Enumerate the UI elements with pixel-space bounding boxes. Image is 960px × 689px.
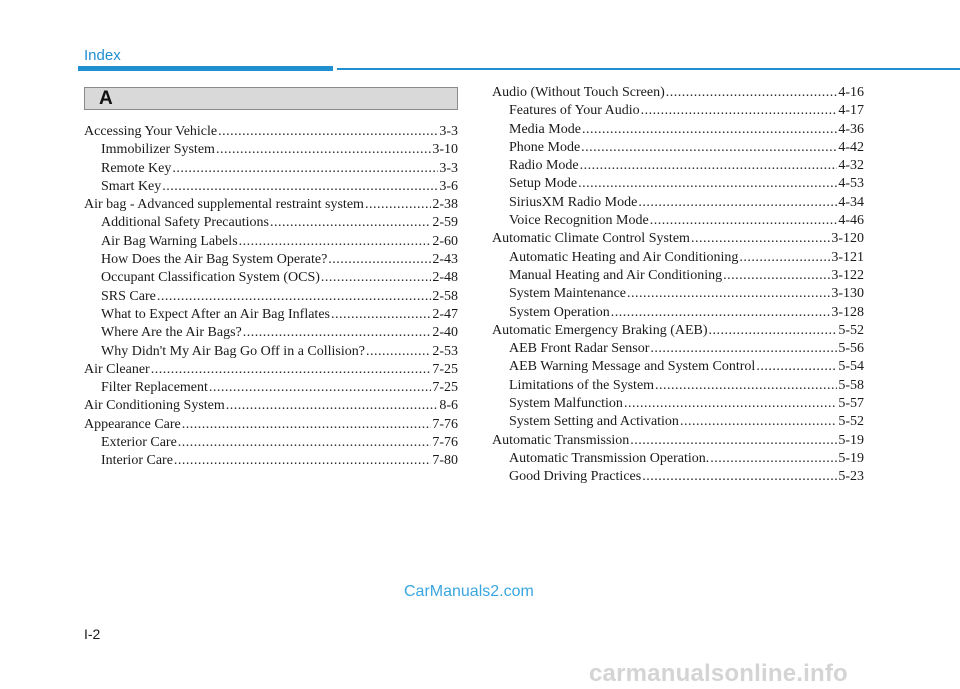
index-entry-text: Automatic Transmission <box>492 432 630 448</box>
index-entry-text: SiriusXM Radio Mode <box>509 194 638 210</box>
index-entry-page: 4-42 <box>838 139 864 155</box>
index-entry[interactable] <box>84 269 458 287</box>
dot-leader <box>666 84 838 102</box>
index-entry[interactable] <box>492 322 864 340</box>
index-entry-text: Automatic Emergency Braking (AEB) <box>492 322 708 338</box>
index-entry-page: 7-76 <box>432 416 458 432</box>
index-entry[interactable] <box>492 212 864 230</box>
index-entry-page: 5-19 <box>838 450 864 466</box>
index-entry-page: 4-34 <box>838 194 864 210</box>
index-entry-text: Exterior Care <box>101 435 177 451</box>
index-entry-page: 5-54 <box>838 359 864 375</box>
index-entry[interactable] <box>492 194 864 212</box>
index-entry[interactable] <box>492 377 864 395</box>
index-entry-text: Where Are the Air Bags? <box>101 325 242 341</box>
index-entry[interactable] <box>84 288 458 306</box>
index-entry[interactable] <box>84 416 458 434</box>
index-entry-page: 3-121 <box>831 249 864 265</box>
dot-leader <box>630 432 837 450</box>
index-entry[interactable] <box>84 214 458 232</box>
index-entry[interactable] <box>492 121 864 139</box>
dot-leader <box>178 434 432 452</box>
index-entry-page: 2-59 <box>432 215 458 231</box>
dot-leader <box>650 340 837 358</box>
index-entry-page: 4-53 <box>838 176 864 192</box>
index-entry-page: 2-58 <box>432 288 458 304</box>
index-entry[interactable] <box>84 452 458 470</box>
index-entry-text: Air bag - Advanced supplemental restraint system <box>84 197 364 213</box>
dot-leader <box>174 452 431 470</box>
index-entry[interactable] <box>84 379 458 397</box>
index-entry-page: 3-128 <box>831 304 864 320</box>
dot-leader <box>655 377 837 395</box>
index-entry[interactable] <box>492 230 864 248</box>
index-entry-page: 4-46 <box>838 213 864 229</box>
index-column-left <box>84 123 458 471</box>
dot-leader <box>650 212 838 230</box>
index-entry[interactable] <box>84 141 458 159</box>
index-entry-page: 3-130 <box>831 286 864 302</box>
index-entry-page: 7-25 <box>432 361 458 377</box>
index-entry-page: 5-57 <box>838 396 864 412</box>
index-entry[interactable] <box>84 196 458 214</box>
dot-leader <box>581 139 837 157</box>
dot-leader <box>641 102 838 120</box>
section-letter-bar <box>84 87 458 110</box>
index-entry[interactable] <box>84 178 458 196</box>
section-letter: A <box>99 88 113 109</box>
index-entry[interactable] <box>84 397 458 415</box>
index-entry-page: 2-48 <box>432 270 458 286</box>
index-entry-page: 3-3 <box>439 160 458 176</box>
index-entry-page: 5-19 <box>838 432 864 448</box>
watermark-carmanualsonline[interactable]: carmanualsonline.info <box>589 660 848 687</box>
index-entry[interactable] <box>492 358 864 376</box>
index-entry[interactable] <box>492 139 864 157</box>
index-entry-page: 7-80 <box>432 453 458 469</box>
index-entry[interactable] <box>492 157 864 175</box>
watermark-carmanuals2[interactable]: CarManuals2.com <box>404 583 534 600</box>
page-header-title: Index <box>84 47 121 64</box>
index-entry-text: Appearance Care <box>84 416 181 432</box>
dot-leader <box>239 233 432 251</box>
index-entry-text: Voice Recognition Mode <box>509 213 649 229</box>
dot-leader <box>216 141 431 159</box>
index-entry[interactable] <box>84 324 458 342</box>
header-rule-thick <box>78 66 333 71</box>
index-entry[interactable] <box>492 102 864 120</box>
index-entry-text: Additional Safety Precautions <box>101 215 269 231</box>
index-entry[interactable] <box>492 249 864 267</box>
index-column-right <box>492 84 864 487</box>
index-entry-text: Air Conditioning System <box>84 398 225 414</box>
index-entry-text: Air Cleaner <box>84 361 150 377</box>
index-entry-page: 2-60 <box>432 233 458 249</box>
index-entry-page: 5-52 <box>838 322 864 338</box>
dot-leader <box>331 306 431 324</box>
index-entry[interactable] <box>492 84 864 102</box>
index-entry-page: 8-6 <box>439 398 458 414</box>
index-entry-text: Audio (Without Touch Screen) <box>492 85 665 100</box>
dot-leader <box>611 304 831 322</box>
index-entry[interactable] <box>84 361 458 379</box>
dot-leader <box>162 178 438 196</box>
index-entry-text: Air Bag Warning Labels <box>101 233 238 249</box>
dot-leader <box>756 358 837 376</box>
index-entry-page: 7-76 <box>432 435 458 451</box>
dot-leader <box>739 249 830 267</box>
index-entry-page: 5-52 <box>838 414 864 430</box>
index-entry-page: 4-36 <box>838 121 864 137</box>
dot-leader <box>627 285 830 303</box>
dot-leader <box>642 468 837 486</box>
index-entry-page: 2-43 <box>432 252 458 268</box>
index-entry-page: 4-17 <box>838 103 864 119</box>
index-entry[interactable] <box>492 340 864 358</box>
index-entry[interactable] <box>492 413 864 431</box>
dot-leader <box>638 194 837 212</box>
index-entry[interactable] <box>84 306 458 324</box>
index-entry-text: What to Expect After an Air Bag Inflates <box>101 306 330 322</box>
index-entry-page: 5-56 <box>838 341 864 357</box>
dot-leader <box>723 267 830 285</box>
index-entry-page: 3-122 <box>831 267 864 283</box>
dot-leader <box>366 343 431 361</box>
index-entry-text: How Does the Air Bag System Operate? <box>101 252 328 268</box>
dot-leader <box>680 413 837 431</box>
index-entry-page: 2-38 <box>432 197 458 213</box>
index-entry[interactable] <box>84 343 458 361</box>
index-entry-text: Manual Heating and Air Conditioning <box>509 267 723 283</box>
index-entry-text: Occupant Classification System (OCS) <box>101 270 320 286</box>
index-entry-text: Automatic Transmission Operation. <box>509 450 710 466</box>
dot-leader <box>218 123 438 141</box>
index-entry-text: Media Mode <box>509 121 581 137</box>
index-entry-text: SRS Care <box>101 288 156 304</box>
dot-leader <box>226 397 439 415</box>
dot-leader <box>243 324 432 342</box>
index-entry-page: 3-3 <box>439 124 458 139</box>
dot-leader <box>365 196 431 214</box>
index-entry-page: 3-10 <box>432 142 458 158</box>
index-entry[interactable] <box>84 251 458 269</box>
index-entry-text: Smart Key <box>101 178 162 194</box>
index-entry-text: System Maintenance <box>509 286 627 302</box>
dot-leader <box>582 121 837 139</box>
index-entry-page: 5-23 <box>838 469 864 485</box>
index-entry-text: Limitations of the System <box>509 377 655 393</box>
index-entry-text: AEB Front Radar Sensor <box>509 341 650 357</box>
index-entry[interactable] <box>84 434 458 452</box>
index-entry-text: Accessing Your Vehicle <box>84 124 218 139</box>
page-number: I-2 <box>84 626 101 642</box>
index-entry-page: 3-6 <box>439 178 458 194</box>
dot-leader <box>580 157 838 175</box>
index-entry[interactable] <box>84 160 458 178</box>
dot-leader <box>709 322 838 340</box>
index-entry-text: System Setting and Activation <box>509 414 679 430</box>
dot-leader <box>691 230 830 248</box>
dot-leader <box>270 214 431 232</box>
index-entry-text: Filter Replacement <box>101 380 208 396</box>
dot-leader <box>321 269 431 287</box>
index-entry-page: 5-58 <box>838 377 864 393</box>
index-entry-page: 3-120 <box>831 231 864 247</box>
index-entry[interactable] <box>492 285 864 303</box>
index-entry[interactable] <box>492 267 864 285</box>
index-entry-page: 2-47 <box>432 306 458 322</box>
index-entry-page: 7-25 <box>432 380 458 396</box>
index-entry[interactable] <box>84 123 458 141</box>
dot-leader <box>172 160 438 178</box>
index-entry-text: Phone Mode <box>509 139 581 155</box>
index-entry-page: 4-16 <box>838 85 864 100</box>
index-entry-text: AEB Warning Message and System Control <box>509 359 756 375</box>
header-rule-thin <box>337 68 960 70</box>
index-entry-text: Setup Mode <box>509 176 578 192</box>
dot-leader <box>151 361 432 379</box>
index-entry[interactable] <box>492 175 864 193</box>
index-entry-page: 4-32 <box>838 158 864 174</box>
index-entry-text: Features of Your Audio <box>509 103 640 119</box>
dot-leader <box>624 395 837 413</box>
dot-leader <box>157 288 431 306</box>
index-entry-text: Immobilizer System <box>101 142 215 158</box>
dot-leader <box>578 175 837 193</box>
dot-leader <box>182 416 432 434</box>
index-entry-text: Automatic Heating and Air Conditioning <box>509 249 739 265</box>
dot-leader <box>328 251 431 269</box>
index-entry[interactable] <box>84 233 458 251</box>
index-entry[interactable] <box>492 450 864 468</box>
index-entry-text: Remote Key <box>101 160 172 176</box>
index-entry-page: 2-53 <box>432 343 458 359</box>
index-entry-text: Automatic Climate Control System <box>492 231 690 247</box>
index-entry-text: System Malfunction <box>509 396 623 412</box>
index-entry-text: Good Driving Practices <box>509 469 642 485</box>
index-entry[interactable] <box>492 432 864 450</box>
dot-leader <box>710 450 837 468</box>
index-entry[interactable] <box>492 395 864 413</box>
index-entry[interactable] <box>492 468 864 486</box>
index-entry-page: 2-40 <box>432 325 458 341</box>
index-entry[interactable] <box>492 304 864 322</box>
index-entry-text: System Operation <box>509 304 610 320</box>
index-entry-text: Radio Mode <box>509 158 579 174</box>
index-entry-text: Why Didn't My Air Bag Go Off in a Collision? <box>101 343 365 359</box>
index-entry-text: Interior Care <box>101 453 173 469</box>
dot-leader <box>209 379 431 397</box>
